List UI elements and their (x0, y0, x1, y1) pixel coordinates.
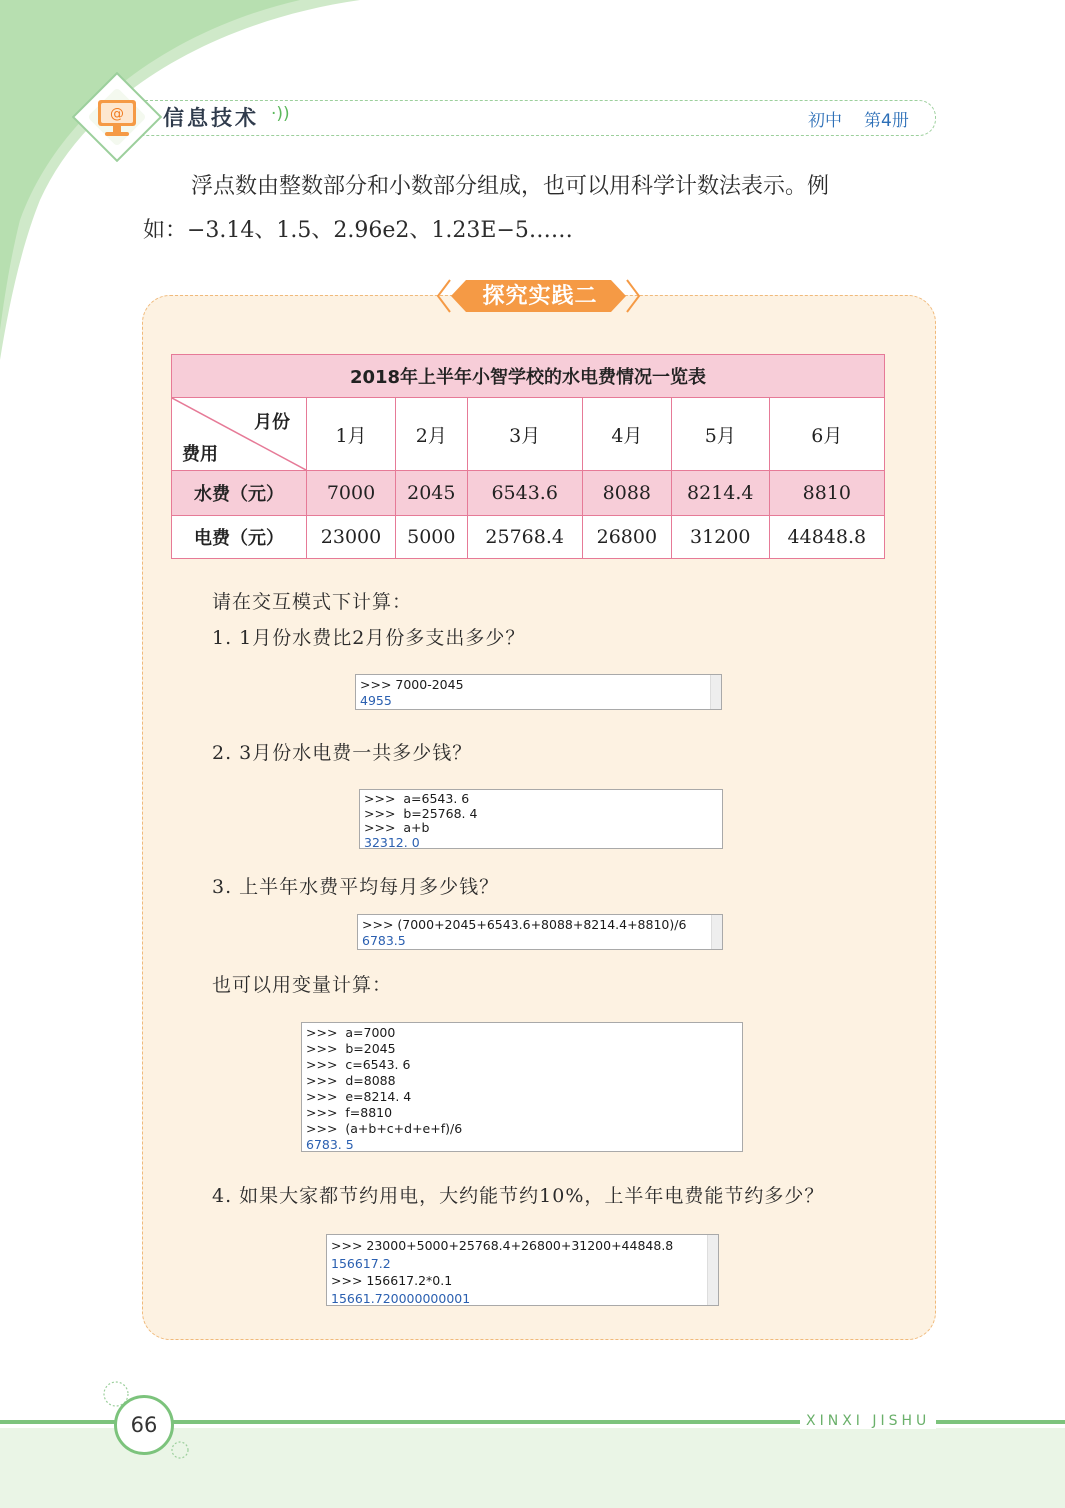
table-cell: 5000 (396, 516, 468, 559)
practice-title: 探究实践二 (482, 284, 598, 309)
shell-input-line: >>> a=6543. 6 (364, 791, 470, 806)
python-shell-2 (359, 789, 723, 849)
python-shell-4 (301, 1022, 743, 1152)
month-header: 3月 (467, 398, 582, 471)
month-header: 4月 (582, 398, 671, 471)
table-cell: 7000 (307, 471, 396, 516)
shell-input-line: >>> (a+b+c+d+e+f)/6 (306, 1121, 463, 1136)
table-title: 2018年上半年小智学校的水电费情况一览表 (172, 355, 885, 398)
month-header: 5月 (671, 398, 769, 471)
page-number: 66 (114, 1395, 174, 1455)
corner-month-label: 月份 (254, 412, 290, 433)
corner-fee-label: 费用 (182, 444, 218, 465)
paragraph-line-2: 如：−3.14、1.5、2.96e2、1.23E−5…… (143, 218, 573, 243)
table-cell: 26800 (582, 516, 671, 559)
table-cell: 44848.8 (769, 516, 884, 559)
svg-text:@: @ (110, 106, 124, 122)
shell-output-line: 156617.2 (331, 1255, 391, 1271)
row-label-electricity: 电费（元） (172, 516, 307, 559)
table-cell: 8214.4 (671, 471, 769, 516)
grade-label: 初中 (808, 111, 842, 131)
shell-input-line: >>> (7000+2045+6543.6+8088+8214.4+8810)/6 (362, 917, 687, 932)
question-4: 4. 如果大家都节约用电，大约能节约10%，上半年电费能节约多少？ (212, 1185, 825, 1207)
signal-icon: ·)) (271, 104, 290, 124)
scrollbar[interactable] (710, 675, 721, 709)
footer-text: XINXI JISHU (800, 1413, 936, 1429)
table-cell: 2045 (396, 471, 468, 516)
shell-input-line: >>> e=8214. 4 (306, 1089, 412, 1104)
table-cell: 31200 (671, 516, 769, 559)
shell-input-line: >>> f=8810 (306, 1105, 393, 1120)
question-3: 3. 上半年水费平均每月多少钱？ (212, 876, 500, 898)
table-cell: 8088 (582, 471, 671, 516)
shell-input-line: >>> b=25768. 4 (364, 805, 478, 821)
month-header: 6月 (769, 398, 884, 471)
shell-input-line: >>> c=6543. 6 (306, 1057, 411, 1072)
shell-input-line: >>> d=8088 (306, 1073, 396, 1088)
shell-input-line: >>> 23000+5000+25768.4+26800+31200+44848.8 (331, 1238, 674, 1253)
python-shell-3 (357, 914, 723, 950)
shell-input-line: >>> 7000-2045 (360, 677, 464, 692)
fee-table (171, 354, 885, 559)
shell-input-line: >>> a=7000 (306, 1025, 396, 1040)
shell-input-line: >>> a+b (364, 820, 430, 835)
shell-output-line: 32312. 0 (364, 834, 420, 849)
shell-output-line: 4955 (360, 693, 392, 708)
scrollbar[interactable] (707, 1235, 718, 1305)
scrollbar[interactable] (711, 915, 722, 949)
table-cell: 6543.6 (467, 471, 582, 516)
table-cell: 8810 (769, 471, 884, 516)
month-header: 1月 (307, 398, 396, 471)
volume-label: 第4册 (864, 111, 909, 131)
shell-output-line: 6783. 5 (306, 1137, 354, 1152)
instruction-text: 请在交互模式下计算： (212, 591, 413, 613)
table-cell: 23000 (307, 516, 396, 559)
shell-input-line: >>> b=2045 (306, 1041, 396, 1056)
table-row (172, 471, 885, 516)
question-2: 2. 3月份水电费一共多少钱？ (212, 742, 473, 764)
table-cell: 25768.4 (467, 516, 582, 559)
month-header: 2月 (396, 398, 468, 471)
subject-title: 信息技术 (163, 106, 259, 130)
row-label-water: 水费（元） (172, 471, 307, 516)
shell-output-line: 6783.5 (362, 933, 406, 948)
python-shell-1 (355, 674, 722, 710)
python-shell-5 (326, 1234, 719, 1306)
question-1: 1. 1月份水费比2月份多支出多少？ (212, 627, 526, 649)
table-row (172, 516, 885, 559)
paragraph-line-1: 浮点数由整数部分和小数部分组成，也可以用科学计数法表示。例 (191, 174, 830, 199)
table-corner-cell (172, 398, 307, 471)
shell-output-line: 15661.720000000001 (331, 1290, 471, 1306)
monitor-at-icon (72, 72, 162, 162)
variable-intro-text: 也可以用变量计算： (212, 974, 393, 996)
shell-input-line: >>> 156617.2*0.1 (331, 1273, 453, 1288)
